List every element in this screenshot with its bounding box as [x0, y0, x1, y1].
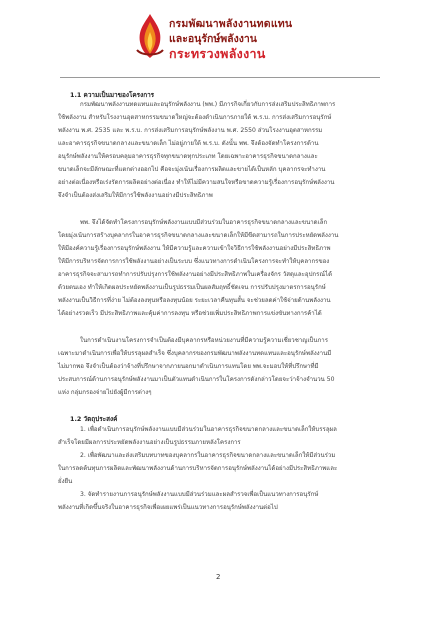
- objective-line: ในการลดต้นทุนการผลิตและพัฒนาพลังงานด้านการบริหารจัดการอนุรักษ์พลังงานได้อย่างมีประสิทธิภาพและ: [58, 465, 338, 472]
- paragraph1-line: พลังงาน พ.ศ. 2535 และ พ.ร.บ. การส่งเสริมการอนุรักษ์พลังงาน พ.ศ. 2550 ส่วนโรงงานอุตสาหกรรม: [58, 127, 323, 134]
- paragraph2-line: พลังงานเป็นวิธีการที่ง่าย ไม่ต้องลงทุนหรือลงทุนน้อย ระยะเวลาคืนทุนสั้น จะช่วยลดค่าใช้จ่ายด้านพลังงาน: [58, 297, 331, 304]
- section-heading-1-1: 1.1 ความเป็นมาของโครงการ: [70, 91, 155, 99]
- paragraph1-line: ใช้พลังงาน สำหรับโรงงานอุตสาหกรรมขนาดใหญ่จะต้องดำเนินการภายใต้ พ.ร.บ. การส่งเสริมการอนุรักษ์: [58, 114, 332, 121]
- section-heading-1-2: 1.2 วัตถุประสงค์: [70, 415, 118, 423]
- paragraph1-line: กรมพัฒนาพลังงานทดแทนและอนุรักษ์พลังงาน (พพ.) มีภารกิจเกี่ยวกับการส่งเสริมประสิทธิภาพการ: [80, 101, 336, 108]
- paragraph1-line: จึงจำเป็นต้องส่งเสริมให้มีการใช้พลังงานอย่างมีประสิทธิภาพ: [58, 192, 213, 199]
- paragraph2-line: ได้อย่างรวดเร็ว มีประสิทธิภาพและคุ้มค่าการลงทุน หรือช่วยเพิ่มประสิทธิภาพการแข่งขันทางการค้าได้: [58, 310, 322, 317]
- page-number: 2: [216, 573, 221, 581]
- paragraph3-line: ในการดำเนินงานโครงการจำเป็นต้องมีบุคลากรหรือหน่วยงานที่มีความรู้ความเชี่ยวชาญเป็นการ: [80, 337, 328, 344]
- flame-logo-icon: [134, 12, 166, 60]
- paragraph2-line: โดยมุ่งเน้นการสร้างบุคลากรในอาคารธุรกิจขนาดกลางและขนาดเล็กให้มีขีดสามารถในการประหยัดพลังงาน: [58, 232, 339, 239]
- paragraph1-line: อย่างต่อเนื่องหรือเร่งรัดการผลิตอย่างต่อเนื่อง ทำให้ไม่มีความสนใจหรือขาดความรู้เรื่องการอนุรักษ์พลังงาน: [58, 179, 335, 186]
- paragraph2-line: ให้มีองค์ความรู้เรื่องการอนุรักษ์พลังงาน ให้มีความรู้และความเข้าใจวิธีการใช้พลังงานอย่างมีประสิทธิภาพ: [58, 245, 331, 252]
- paragraph3-line: เฉพาะมาดำเนินการเพื่อให้บรรลุผลสำเร็จ ซึ่งบุคลากรของกรมพัฒนาพลังงานทดแทนและอนุรักษ์พลังงานมี: [58, 350, 332, 357]
- header-divider: [60, 77, 380, 78]
- objective-line: 3. จัดทำรายงานการอนุรักษ์พลังงานแบบมีส่วนร่วมและผลสำรวจเพื่อเป็นแนวทางการอนุรักษ์: [80, 491, 319, 498]
- paragraph3-line: ไม่มากพอ จึงจำเป็นต้องว่าจ้างที่ปรึกษาจากภายนอกมาดำเนินการแทนโดย พพ.จะมอบให้ที่ปรึกษาที่มี: [58, 363, 319, 370]
- objective-line: พลังงานที่เกิดขึ้นจริงในอาคารธุรกิจเพื่อเผยแพร่เป็นแนวทางการอนุรักษ์พลังงานต่อไป: [58, 504, 278, 511]
- paragraph2-line: อาคารธุรกิจจะสามารถทำการปรับปรุงการใช้พลังงานอย่างมีประสิทธิภาพในเครื่องจักร วัสดุและอุปกรณ์ได้: [58, 271, 333, 278]
- paragraph3-line: ประสบการณ์ด้านการอนุรักษ์พลังงานมาเป็นตัวแทนดำเนินการในโครงการดังกล่าวโดยจะว่าจ้างจำนวน 50: [58, 376, 335, 383]
- paragraph1-line: อนุรักษ์พลังงานให้ครอบคลุมอาคารธุรกิจทุกขนาดทุกประเภท โดยเฉพาะอาคารธุรกิจขนาดกลางและ: [58, 153, 318, 160]
- paragraph2-line: ด้วยตนเอง ทำให้เกิดผลประหยัดพลังงานเป็นรูปธรรมเป็นผลสัมฤทธิ์ชัดเจน การปรับปรุงมาตรการอนุรักษ์: [58, 284, 326, 291]
- objective-line: สำเร็จโดยมีผลการประหยัดพลังงานอย่างเป็นรูปธรรมภายหลังโครงการ: [58, 439, 241, 446]
- paragraph1-line: ขนาดเล็กจะมีลักษณะที่แตกต่างออกไป คือจะมุ่งเน้นเรื่องการผลิตและขายได้เป็นหลัก บุคลากรจะทำงาน: [58, 166, 326, 173]
- objective-line: ยั่งยืน: [58, 478, 73, 485]
- org-name-line2: และอนุรักษ์พลังงาน: [169, 33, 257, 45]
- ministry-name: กระทรวงพลังงาน: [169, 46, 266, 61]
- paragraph1-line: และอาคารธุรกิจขนาดกลางและขนาดเล็ก ไม่อยู่ภายใต้ พ.ร.บ. ดังนั้น พพ. จึงต้องจัดทำโครงการด้าน: [58, 140, 319, 147]
- objective-line: 1. เพื่อดำเนินการอนุรักษ์พลังงานแบบมีส่วนร่วมในอาคารธุรกิจขนาดกลางและขนาดเล็กให้บรรลุผล: [80, 426, 337, 433]
- org-name-line1: กรมพัฒนาพลังงานทดแทน: [169, 18, 293, 30]
- objective-line: 2. เพื่อพัฒนาและส่งเสริมบทบาทของบุคลากรในอาคารธุรกิจขนาดกลางและขนาดเล็กให้มีส่วนร่วม: [80, 452, 336, 459]
- paragraph3-line: แห่ง กลุ่มกรองจ่ายไปยังผู้มีการต่างๆ: [58, 389, 152, 396]
- paragraph2-line: ให้มีการบริหารจัดการการใช้พลังงานอย่างเป็นระบบ ซึ่งแนวทางการดำเนินโครงการจะทำให้บุคลากรของ: [58, 258, 330, 265]
- paragraph2-line: พพ. จึงได้จัดทำโครงการอนุรักษ์พลังงานแบบมีส่วนร่วมในอาคารธุรกิจขนาดกลางและขนาดเล็ก: [80, 219, 328, 226]
